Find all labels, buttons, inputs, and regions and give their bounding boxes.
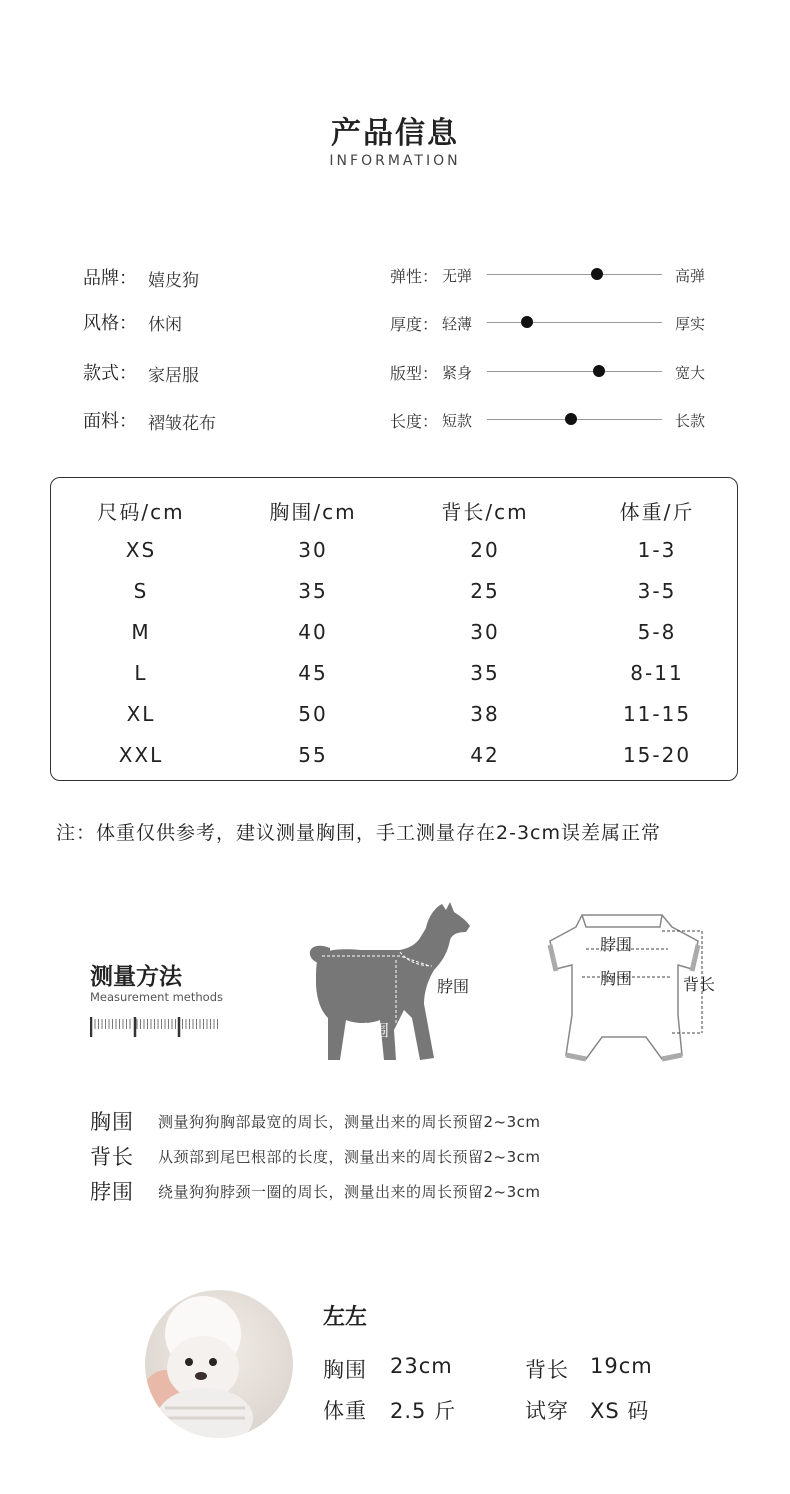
table-header-cell: 体重/斤 — [619, 500, 695, 524]
definition-text: 从颈部到尾巴根部的长度，测量出来的周长预留2~3cm — [158, 1148, 541, 1166]
scale-right-label: 长款 — [675, 412, 706, 430]
scale-right-label: 高弹 — [675, 267, 706, 285]
table-cell: 35 — [298, 579, 328, 603]
table-cell: 40 — [298, 620, 328, 644]
scale-key: 厚度： — [390, 315, 439, 334]
scale-key: 版型： — [390, 364, 439, 383]
stat-value: 23cm — [390, 1354, 453, 1378]
scale-left-label: 无弹 — [442, 267, 473, 285]
stat-value: 2.5 斤 — [390, 1399, 457, 1423]
page-title: 产品信息 — [331, 116, 459, 151]
dog-label-neck: 脖围 — [437, 977, 470, 996]
table-cell: 8-11 — [630, 661, 684, 685]
size-table — [50, 477, 738, 781]
stat-label: 背长 — [525, 1358, 569, 1382]
table-cell: 25 — [470, 579, 500, 603]
attribute-key: 面料： — [83, 411, 137, 432]
stat-label: 试穿 — [525, 1399, 569, 1423]
attribute-key: 品牌： — [83, 268, 137, 289]
table-cell: 45 — [298, 661, 328, 685]
scale-left-label: 短款 — [442, 412, 473, 430]
garment-label-neck: 脖围 — [600, 935, 633, 954]
definition-key: 胸围 — [90, 1110, 134, 1134]
ruler-icon — [90, 1015, 220, 1039]
scale-indicator — [591, 268, 603, 280]
attribute-value: 休闲 — [148, 315, 182, 335]
garment-label-back: 背长 — [683, 975, 716, 994]
dog-label-back: 背长 — [356, 933, 389, 952]
scale-indicator — [521, 316, 533, 328]
definition-key: 背长 — [90, 1145, 134, 1169]
table-cell: 30 — [470, 620, 500, 644]
page-subtitle: INFORMATION — [329, 153, 461, 169]
table-header-cell: 背长/cm — [441, 500, 529, 524]
scale-right-label: 宽大 — [675, 364, 706, 382]
attribute-key: 风格： — [83, 313, 137, 334]
stat-value: XS 码 — [590, 1399, 650, 1423]
table-cell: M — [131, 620, 151, 644]
table-header-cell: 胸围/cm — [269, 500, 357, 524]
scale-key: 弹性： — [390, 267, 439, 286]
scale-indicator — [593, 365, 605, 377]
table-cell: 38 — [470, 702, 500, 726]
table-cell: 1-3 — [637, 538, 677, 562]
scale-track — [487, 322, 662, 323]
table-cell: L — [134, 661, 148, 685]
measure-title: 测量方法 — [90, 964, 182, 990]
stat-value: 19cm — [590, 1354, 653, 1378]
table-cell: S — [133, 579, 149, 603]
table-cell: 30 — [298, 538, 328, 562]
scale-track — [487, 371, 662, 372]
scale-left-label: 轻薄 — [442, 315, 473, 333]
table-cell: 5-8 — [637, 620, 677, 644]
scale-key: 长度： — [390, 412, 439, 431]
table-cell: 35 — [470, 661, 500, 685]
stat-label: 体重 — [323, 1399, 367, 1423]
table-cell: XL — [126, 702, 156, 726]
table-cell: XXL — [118, 743, 164, 767]
attribute-value: 家居服 — [148, 366, 199, 386]
garment-label-chest: 胸围 — [600, 969, 633, 988]
table-cell: 3-5 — [637, 579, 677, 603]
definition-text: 绕量狗狗脖颈一圈的周长，测量出来的周长预留2~3cm — [158, 1183, 541, 1201]
model-name: 左左 — [323, 1305, 368, 1330]
attribute-key: 款式： — [83, 363, 137, 384]
size-note: 注：体重仅供参考，建议测量胸围，手工测量存在2-3cm误差属正常 — [56, 822, 661, 844]
table-cell: 15-20 — [622, 743, 692, 767]
scale-left-label: 紧身 — [442, 364, 473, 382]
table-cell: 50 — [298, 702, 328, 726]
attribute-value: 褶皱花布 — [148, 414, 216, 434]
definition-text: 测量狗狗胸部最宽的周长，测量出来的周长预留2~3cm — [158, 1113, 541, 1131]
scale-right-label: 厚实 — [675, 315, 706, 333]
dog-label-chest: 胸围 — [357, 1021, 390, 1040]
table-cell: 55 — [298, 743, 328, 767]
table-cell: 11-15 — [622, 702, 692, 726]
definition-key: 脖围 — [90, 1180, 134, 1204]
scale-indicator — [565, 413, 577, 425]
table-cell: XS — [125, 538, 157, 562]
scale-track — [487, 274, 662, 275]
measure-subtitle: Measurement methods — [90, 990, 224, 1004]
table-cell: 20 — [470, 538, 500, 562]
model-avatar — [145, 1290, 293, 1438]
stat-label: 胸围 — [323, 1358, 367, 1382]
attribute-value: 嬉皮狗 — [148, 271, 199, 291]
table-cell: 42 — [470, 743, 500, 767]
table-header-cell: 尺码/cm — [97, 500, 185, 524]
